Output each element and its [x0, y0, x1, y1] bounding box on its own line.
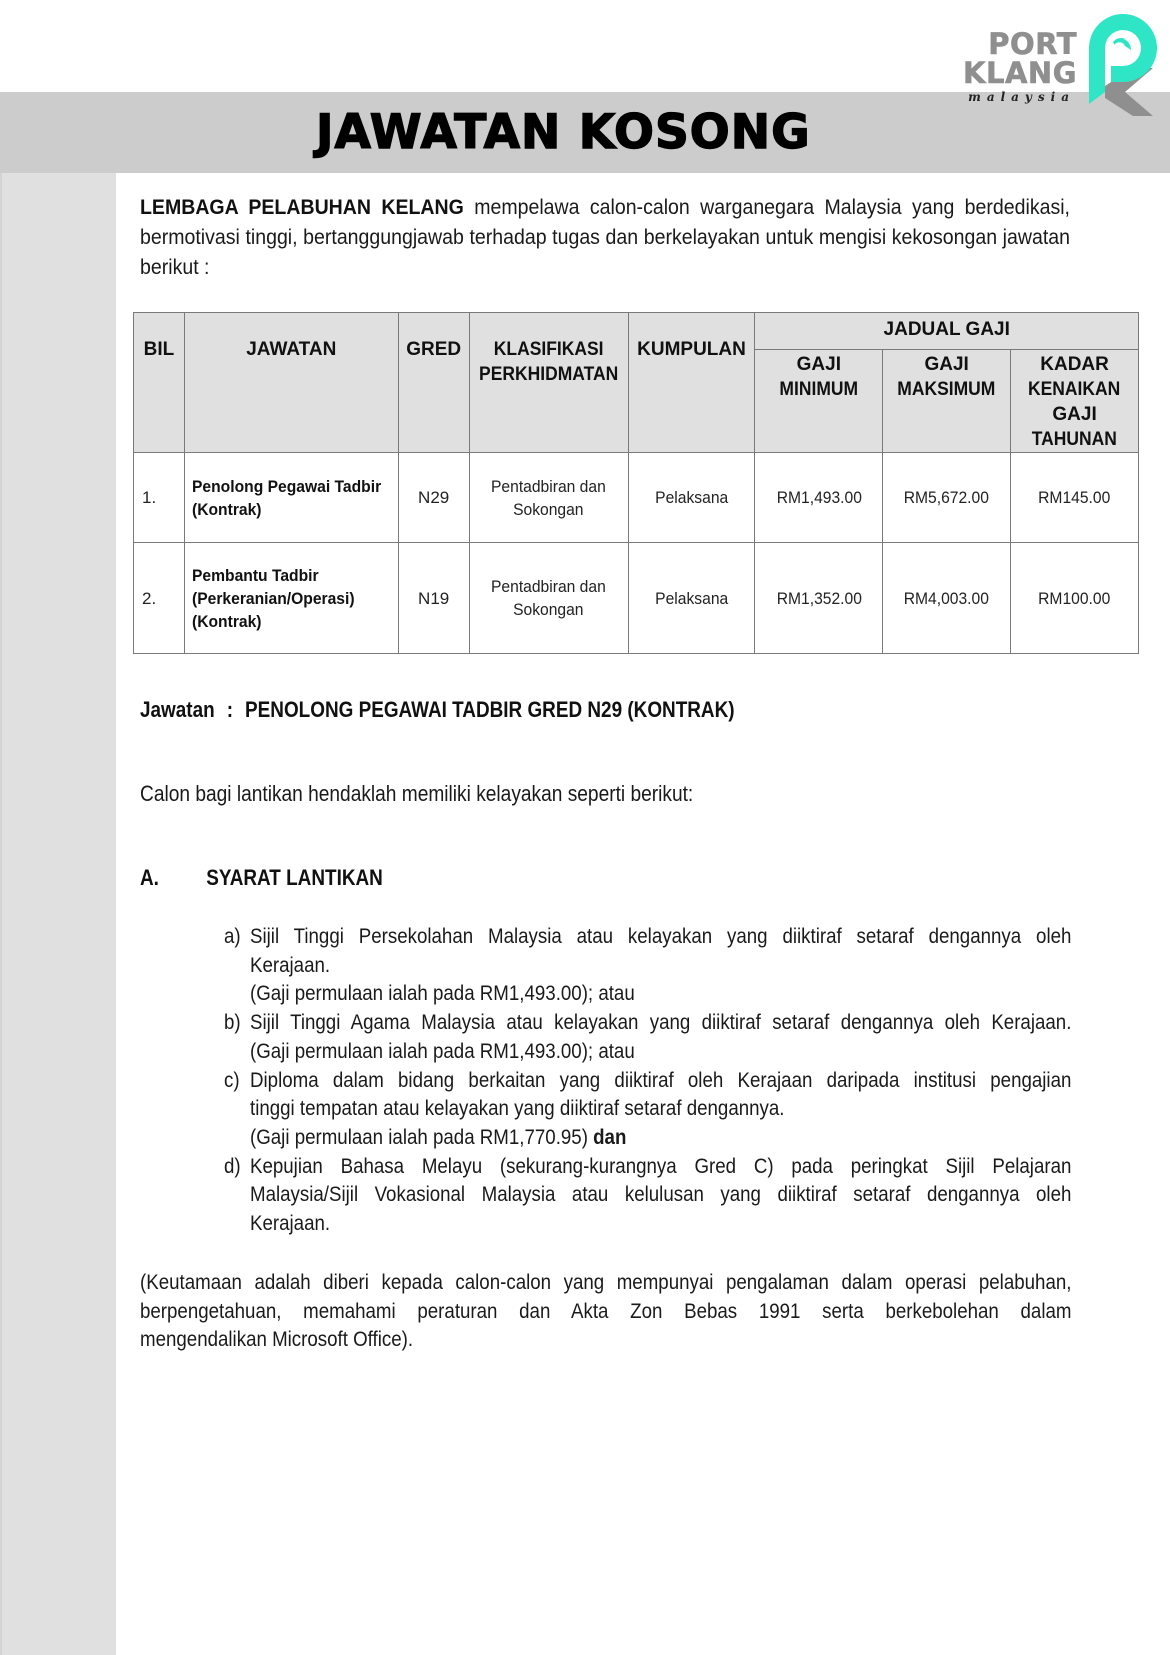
list-item: d) Kepujian Bahasa Melayu (sekurang-kurangnya Gred C) pada peringkat Sijil Pelajaran Malaysia/Sijil Vokasional Malaysia atau kelulusan yang diiktiraf setaraf dengannya oleh Kerajaan.	[224, 1153, 1072, 1236]
cell-kumpulan: Pelaksana	[628, 453, 755, 543]
col-header-kumpulan: KUMPULAN	[628, 313, 755, 453]
cell-gaji-maksimum: RM5,672.00	[883, 453, 1011, 543]
job-label: Jawatan	[140, 697, 215, 722]
intro-paragraph	[140, 193, 1070, 283]
col-header-jadual-gaji: JADUAL GAJI	[755, 313, 1139, 350]
section-letter: A.	[140, 865, 159, 890]
vacancy-table	[133, 312, 1139, 654]
col-header-gred: GRED	[398, 313, 469, 453]
col-header-kadar-kenaikan: KADAR KENAIKAN GAJI TAHUNAN	[1011, 350, 1139, 453]
cell-gaji-maksimum: RM4,003.00	[883, 543, 1011, 654]
left-decorative-strip	[0, 173, 116, 1655]
list-item: c) Diploma dalam bidang berkaitan yang diiktiraf oleh Kerajaan daripada institusi pengajian tinggi tempatan atau kelayakan yang diiktiraf setaraf dengannya. (Gaji permulaan ialah pada RM1,770.95) dan	[224, 1067, 1072, 1149]
col-header-jawatan: JAWATAN	[184, 313, 398, 453]
job-colon: :	[226, 697, 234, 722]
cell-kadar-kenaikan: RM100.00	[1011, 543, 1139, 654]
requirements-list	[224, 922, 1071, 1238]
cell-bil: 2.	[134, 543, 185, 654]
organisation-name: LEMBAGA PELABUHAN KELANG	[140, 196, 464, 219]
table-header-row-1	[134, 313, 1139, 350]
port-klang-pk-logo-icon	[1075, 8, 1165, 128]
col-header-gaji-maksimum: GAJI MAKSIMUM	[883, 350, 1011, 453]
table-row	[134, 543, 1139, 654]
table-row	[134, 453, 1139, 543]
list-marker: d)	[224, 1153, 241, 1178]
job-title: PENOLONG PEGAWAI TADBIR GRED N29 (KONTRAK)	[245, 697, 735, 722]
list-marker: a)	[224, 924, 241, 948]
cell-jawatan: Pembantu Tadbir (Perkeranian/Operasi) (Kontrak)	[184, 543, 398, 654]
cell-bil: 1.	[134, 453, 185, 543]
page-title: JAWATAN KOSONG	[316, 105, 811, 160]
col-header-gaji-minimum: GAJI MINIMUM	[755, 350, 883, 453]
qualification-lead-text: Calon bagi lantikan hendaklah memiliki kelayakan seperti berikut:	[140, 781, 694, 806]
list-item: a) Sijil Tinggi Persekolahan Malaysia atau kelayakan yang diiktiraf setaraf dengannya oleh Kerajaan. (Gaji permulaan ialah pada RM1,493.00); atau	[224, 924, 1072, 1006]
cell-jawatan: Penolong Pegawai Tadbir (Kontrak)	[184, 453, 398, 543]
cell-klasifikasi: Pentadbiran dan Sokongan	[469, 543, 628, 654]
logo-text-klang: KLANG	[963, 56, 1077, 90]
job-heading	[140, 696, 735, 724]
logo-text-port: PORT	[988, 27, 1077, 61]
cell-gred: N19	[398, 543, 469, 654]
cell-kumpulan: Pelaksana	[628, 543, 755, 654]
list-item: b) Sijil Tinggi Agama Malaysia atau kelayakan yang diiktiraf setaraf dengannya oleh Kerajaan. (Gaji permulaan ialah pada RM1,493.00); atau	[224, 1010, 1072, 1063]
list-marker: b)	[224, 1010, 241, 1035]
section-title: SYARAT LANTIKAN	[206, 865, 383, 890]
cell-gaji-minimum: RM1,352.00	[755, 543, 883, 654]
col-header-bil: BIL	[134, 313, 185, 453]
cell-klasifikasi: Pentadbiran dan Sokongan	[469, 453, 628, 543]
cell-gred: N29	[398, 453, 469, 543]
col-header-klasifikasi: KLASIFIKASI PERKHIDMATAN	[469, 313, 628, 453]
cell-gaji-minimum: RM1,493.00	[755, 453, 883, 543]
cell-kadar-kenaikan: RM145.00	[1011, 453, 1139, 543]
bold-conjunction: dan	[593, 1124, 627, 1149]
list-marker: c)	[224, 1067, 240, 1092]
section-a-heading	[140, 864, 383, 892]
intro-text: mempelawa calon-calon warganegara Malaysia yang berdedikasi, bermotivasi tinggi, bertanggungjawab terhadap tugas dan berkelayakan untuk mengisi kekosongan jawatan berikut :	[140, 196, 1070, 279]
preference-note: (Keutamaan adalah diberi kepada calon-calon yang mempunyai pengalaman dalam operasi pelabuhan, berpengetahuan, memahami peraturan dan Akta Zon Bebas 1991 serta berkebolehan dalam mengendalikan Microsoft Office).	[140, 1270, 1072, 1352]
logo-text-malaysia: malaysia	[968, 90, 1075, 104]
port-klang-logo	[940, 8, 1165, 128]
